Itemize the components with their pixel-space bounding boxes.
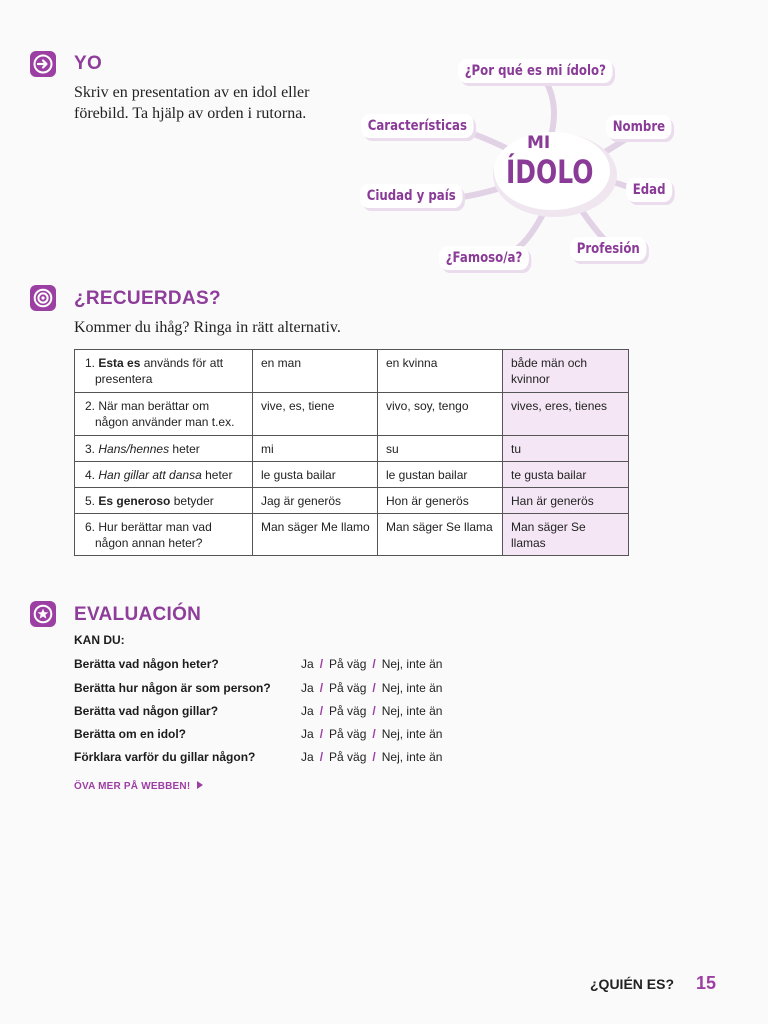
page-number: 15 (696, 973, 717, 993)
option-a[interactable]: mi (253, 436, 378, 462)
row-number: 1. (85, 356, 96, 370)
option-b[interactable]: en kvinna (378, 350, 503, 393)
option-c[interactable]: Man säger Se llamas (503, 514, 629, 556)
star-icon (30, 601, 56, 627)
question-rest: betyder (170, 494, 214, 508)
option-pa-vag[interactable]: På väg (329, 657, 367, 671)
option-ja[interactable]: Ja (301, 681, 314, 695)
eval-question: Berätta vad någon gillar? (74, 704, 219, 718)
mind-map-center-bottom: ÍDOLO (506, 153, 594, 191)
bubble-por-que: ¿Por qué es mi ídolo? (458, 59, 613, 83)
table-row (75, 350, 629, 393)
option-c[interactable]: te gusta bailar (503, 462, 629, 488)
option-nej[interactable]: Nej, inte än (381, 681, 443, 695)
eval-question: Berätta hur någon är som person? (74, 681, 271, 695)
question-rest: heter (169, 442, 200, 456)
option-ja[interactable]: Ja (301, 657, 314, 671)
option-pa-vag[interactable]: På väg (329, 704, 367, 718)
option-c[interactable]: Han är generös (503, 488, 629, 514)
separator: / (319, 727, 324, 741)
option-nej[interactable]: Nej, inte än (381, 750, 443, 764)
section-title-evaluacion: EVALUACIÓN (74, 604, 202, 625)
question-italic: Han gillar att dansa (98, 468, 202, 482)
option-c[interactable]: tu (503, 436, 629, 462)
option-nej[interactable]: Nej, inte än (381, 657, 443, 671)
eval-answer-options (301, 657, 442, 671)
eval-answer-options (301, 704, 442, 718)
section-title-yo: YO (74, 53, 103, 74)
question-line2: presentera (95, 372, 153, 386)
option-a[interactable]: vive, es, tiene (253, 393, 378, 436)
option-b[interactable]: le gustan bailar (378, 462, 503, 488)
row-number: 4. (85, 468, 96, 482)
option-pa-vag[interactable]: På väg (329, 681, 367, 695)
separator: / (372, 704, 376, 718)
bubble-edad: Edad (626, 178, 672, 202)
question-rest: heter (201, 468, 233, 482)
mind-map-center-top: MI (527, 133, 551, 153)
table-row (75, 393, 629, 436)
option-ja[interactable]: Ja (301, 727, 314, 741)
bubble-ciudad: Ciudad y país (360, 184, 462, 208)
option-pa-vag[interactable]: På väg (329, 750, 367, 764)
option-a[interactable]: Man säger Me llamo (253, 514, 378, 556)
eval-answer-options (301, 727, 442, 741)
separator: / (372, 727, 376, 741)
separator: / (372, 657, 376, 671)
table-row (75, 462, 629, 488)
option-ja[interactable]: Ja (301, 750, 314, 764)
eval-question: Förklara varför du gillar någon? (74, 750, 256, 764)
row-number: 3. (85, 442, 96, 456)
question-cell (75, 488, 253, 514)
section-title-recuerdas: ¿RECUERDAS? (74, 288, 221, 309)
option-a[interactable]: Jag är generös (253, 488, 378, 514)
question-bold: Esta es (98, 356, 141, 370)
eval-question: Berätta vad någon heter? (74, 657, 219, 671)
recuerdas-instruction: Kommer du ihåg? Ringa in rätt alternativ. (74, 319, 341, 336)
question-cell (75, 462, 253, 488)
row-number: 2. (85, 399, 96, 413)
separator: / (319, 704, 324, 718)
bubble-famoso: ¿Famoso/a? (439, 246, 529, 270)
separator: / (319, 681, 324, 695)
chapter-title: ¿QUIÉN ES? (590, 976, 675, 992)
eval-answer-options (301, 750, 442, 764)
row-number: 5. (85, 494, 96, 508)
table-row (75, 436, 629, 462)
option-nej[interactable]: Nej, inte än (381, 704, 443, 718)
eval-question: Berätta om en idol? (74, 727, 187, 741)
option-c[interactable]: både män och kvinnor (503, 350, 629, 393)
kan-du-label: KAN DU: (74, 633, 125, 647)
option-nej[interactable]: Nej, inte än (381, 727, 443, 741)
option-c[interactable]: vives, eres, tienes (503, 393, 629, 436)
eval-answer-options (301, 681, 442, 695)
table-row (75, 514, 629, 556)
option-b[interactable]: Hon är generös (378, 488, 503, 514)
question-line2: någon annan heter? (95, 536, 203, 550)
target-icon (30, 285, 56, 311)
question-text: När man berättar om (98, 399, 210, 413)
question-cell (75, 436, 253, 462)
option-b[interactable]: vivo, soy, tengo (378, 393, 503, 436)
play-triangle-icon (197, 781, 203, 789)
table-row (75, 488, 629, 514)
option-a[interactable]: en man (253, 350, 378, 393)
web-practice-label: ÖVA MER PÅ WEBBEN! (74, 781, 191, 792)
option-pa-vag[interactable]: På väg (329, 727, 367, 741)
web-practice-link[interactable] (74, 781, 203, 792)
yo-instruction-line1: Skriv en presentation av en idol eller (74, 84, 310, 101)
bubble-profesion: Profesión (570, 237, 647, 261)
question-cell (75, 350, 253, 393)
option-ja[interactable]: Ja (301, 704, 314, 718)
bubble-caracteristicas: Características (361, 114, 474, 138)
question-italic: Hans/hennes (98, 442, 170, 456)
question-rest: används för att (140, 356, 224, 370)
separator: / (372, 750, 376, 764)
question-line2: någon använder man t.ex. (95, 415, 235, 429)
question-cell (75, 393, 253, 436)
recall-table (74, 349, 629, 556)
separator: / (319, 657, 324, 671)
row-number: 6. (85, 520, 96, 534)
separator: / (319, 750, 324, 764)
option-a[interactable]: le gusta bailar (253, 462, 378, 488)
option-b[interactable]: Man säger Se llama (378, 514, 503, 556)
question-text: Hur berättar man vad (98, 520, 212, 534)
question-bold: Es generoso (98, 494, 171, 508)
option-b[interactable]: su (378, 436, 503, 462)
arrow-right-icon (30, 51, 56, 77)
separator: / (372, 681, 376, 695)
bubble-nombre: Nombre (606, 115, 672, 139)
question-cell (75, 514, 253, 556)
yo-instruction-line2: förebild. Ta hjälp av orden i rutorna. (74, 105, 307, 122)
